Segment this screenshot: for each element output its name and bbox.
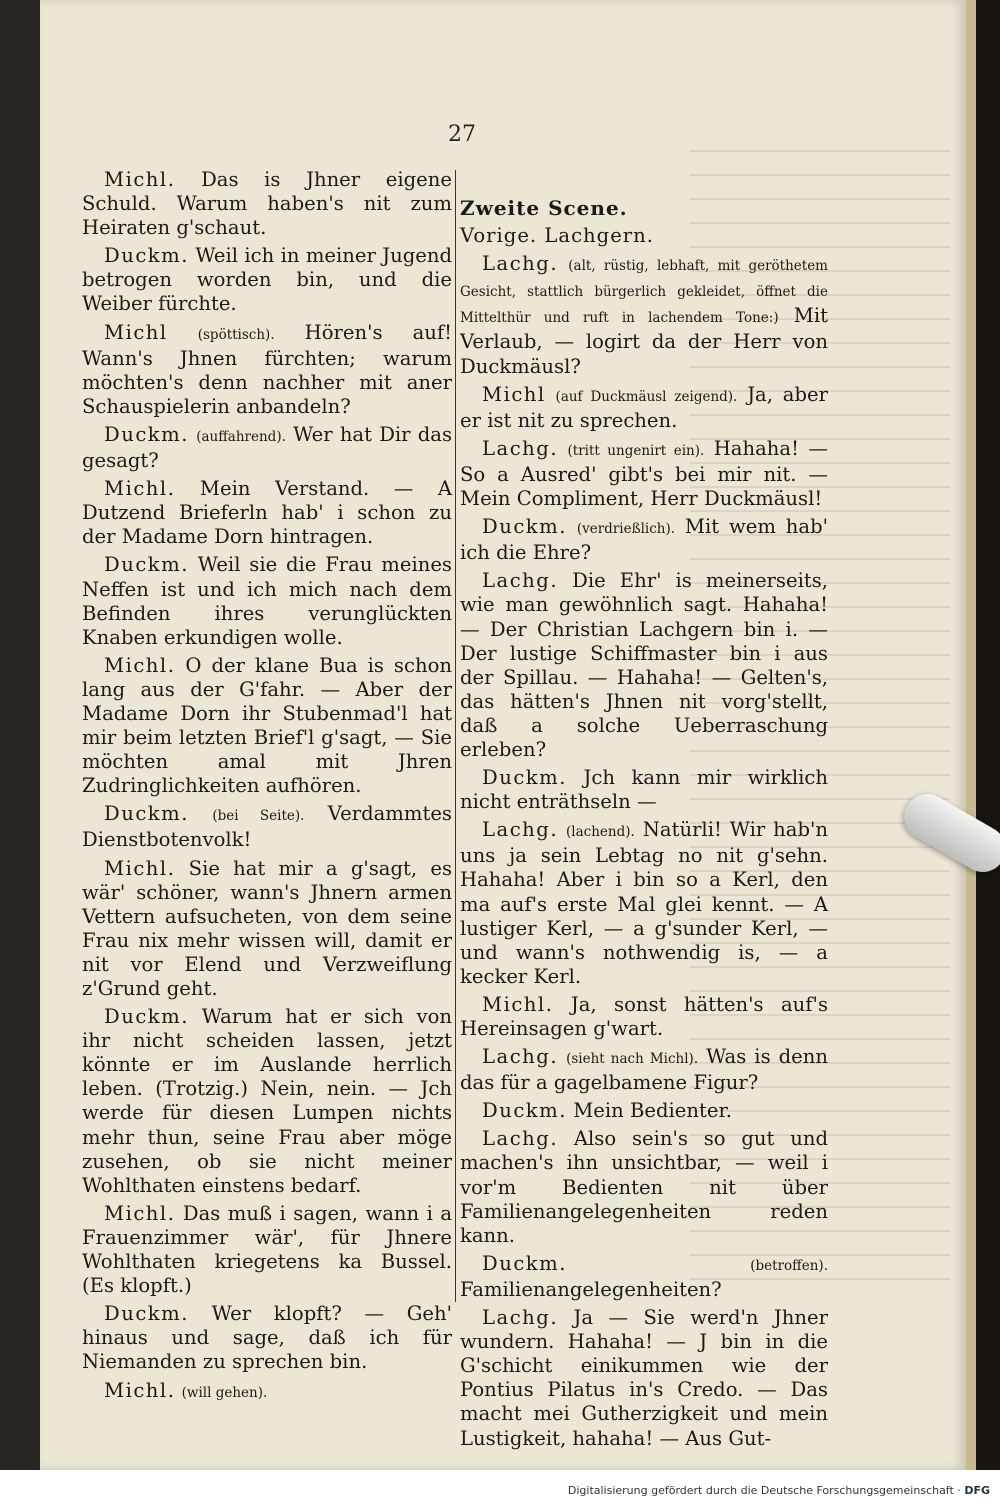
dialogue-text: Mit Verlaub, — logirt da der Herr von Duckmäusl? [460,304,828,378]
speaker-name: Duckm. [104,553,189,577]
dialogue-text: Was is denn das für a gagelbamene Figur? [460,1045,829,1095]
dialogue-text: Jch kann mir wirklich nicht enträthseln — [460,766,828,814]
speaker-name: Lachg. [482,436,559,460]
speaker-name: Duckm. [482,1099,567,1123]
scan-background [976,0,1000,1470]
speaker-name: Michl. [104,653,176,677]
stage-direction: (auf Duckmäusl zeigend). [555,388,738,405]
speaker-name: Lachg. [482,1306,559,1330]
dialogue-text: Wer klopft? — Geh' hinaus und sage, daß ich für Niemanden zu sprechen bin. [82,1302,452,1374]
dialogue-line [82,168,452,240]
dialogue-text: O der klane Bua is schon lang aus der G'fahr. — Aber der Madame Dorn ihr Stubenmad'l hat mir beim letzten Brief'l g'sagt, — Sie möchten amal mit Jhren Zudringlichkeiten aufhören. [82,653,452,798]
stage-direction: (tritt ungenirt ein). [567,442,705,459]
dialogue-line [460,1306,828,1451]
speaker-name: Lachg. [482,1045,559,1069]
speaker-name: Michl. [104,856,176,880]
right-dialogue [460,252,828,1450]
stage-direction: (will gehen). [181,1384,268,1401]
right-column [460,196,828,1455]
dialogue-text: Sie hat mir a g'sagt, es wär' schöner, wann's Jhnern armen Vettern aufsucheten, von dem seine Frau nix mehr wissen will, damit er nit vor Elend und Verzweiflung z'Grund geht. [82,856,452,1000]
dialogue-text: Mein Verstand. — A Dutzend Brieferln hab' i schon zu der Madame Dorn hintragen. [82,477,452,549]
dialogue-line [460,569,828,762]
stage-direction: (lachend). [566,824,635,841]
left-column [82,168,452,1409]
speaker-name: Duckm. [104,802,189,826]
speaker-name: Duckm. [482,766,567,790]
dialogue-text: Verdammtes Dienstbotenvolk! [82,802,452,852]
dialogue-line [82,553,452,649]
dialogue-line [460,1127,828,1247]
footer-bar [0,1470,1000,1510]
dialogue-text: Hahaha! — So a Ausred' gibt's bei mir nit. — Mein Compliment, Herr Duckmäusl! [460,436,828,511]
dialogue-line [82,1379,452,1405]
footer-credit: Digitalisierung gefördert durch die Deutsche Forschungsgemeinschaft · DFG [567,1484,990,1497]
dialogue-text: Familienangelegenheiten? [460,1277,722,1301]
dfg-logo: DFG [964,1484,990,1497]
dialogue-text: Also sein's so gut und machen's ihn unsichtbar, — weil i vor'm Bedienten nit über Familienangelegenheiten reden kann. [460,1127,829,1247]
page-edge [966,0,976,1470]
dialogue-line [460,252,828,378]
dialogue-text: Ja — Sie werd'n Jhner wundern. Hahaha! — J bin in die G'schicht einikummen wie der Pontius Pilatus in's Credo. — Das macht mei Gutherzigkeit und mein Lustigkeit, hahaha! — Aus Gut- [460,1306,828,1450]
dialogue-line [460,1099,828,1123]
dialogue-line [82,423,452,473]
speaker-name: Duckm. [104,422,189,446]
speaker-name: Duckm. [482,515,567,539]
dialogue-text: Ja, sonst hätten's auf's Hereinsagen g'wart. [460,992,828,1040]
speaker-name: Duckm. [482,1251,567,1275]
dialogue-text: Mein Bedienter. [573,1099,732,1123]
speaker-name: Lachg. [482,818,559,842]
dialogue-text: Ja, aber er ist nit zu sprechen. [460,382,828,432]
speaker-name: Michl. [482,992,554,1016]
dialogue-text: Das muß i sagen, wann i a Frauenzimmer wär', für Jhnere Wohlthaten kriegetens ka Bussel. (Es klopft.) [82,1201,453,1298]
dialogue-line [82,244,452,316]
stage-direction: (spöttisch). [197,326,275,343]
stage-direction: (sieht nach Michl). [566,1051,699,1068]
dialogue-line [460,1045,828,1095]
dialogue-text: Das is Jhner eigene Schuld. Warum haben's nit zum Heiraten g'schaut. [82,168,452,240]
dialogue-text: Weil sie die Frau meines Neffen ist und ich mich nach dem Befinden ihres verunglückten Knaben erkundigen wolle. [82,553,452,649]
dialogue-text: Hören's auf! Wann's Jhnen fürchten; warum möchten's denn nachher mit aner Schauspielerin anbandeln? [82,320,452,418]
speaker-name: Duckm. [104,1005,189,1029]
dialogue-line [82,857,452,1002]
speaker-name: Michl. [104,168,176,191]
scene-title: Zweite Scene. [460,196,628,220]
dialogue-text: Wer hat Dir das gesagt? [82,422,453,473]
dialogue-line [82,1302,452,1374]
stage-direction: (alt, rüstig, lebhaft, mit geröthetem Gesicht, stattlich bürgerlich gekleidet, öffnet die Mittelthür und ruft in lachendem Tone:) [460,258,828,327]
stage-direction: (auffahrend). [196,428,286,445]
column-divider [455,170,456,1302]
dialogue-line [460,515,828,565]
dialogue-line [82,654,452,799]
dialogue-line [82,802,452,852]
speaker-name: Michl. [104,1201,176,1225]
speaker-name: Michl. [104,477,176,501]
dialogue-text: Mit wem hab' ich die Ehre? [460,515,829,565]
scene-persons: Vorige. Lachgern. [460,224,655,248]
dialogue-line [82,1202,452,1298]
dialogue-line [460,993,828,1041]
dialogue-line [82,1005,452,1198]
dialogue-text: Die Ehr' is meinerseits, wie man gewöhnlich sagt. Hahaha! — Der Christian Lachgern bin i. — Der lustige Schiffmaster bin i aus der Spillau. — Hahaha! — Gelten's, das hätten's Jhnen nit vorg'stellt, daß a solche Ueberraschung erleben? [460,569,828,761]
speaker-name: Lachg. [482,252,559,276]
dialogue-line [460,437,828,511]
dialogue-line [82,321,452,419]
dialogue-text: Warum hat er sich von ihr nicht scheiden lassen, jetzt könnte er im Auslande herrlich leben. (Trotzig.) Nein, nein. — Jch werde für diesen Lumpen nichts mehr thun, seine Frau aber möge zusehen, ob sie nicht meiner Wohlthaten einstens bedarf. [82,1005,452,1197]
dialogue-line [460,766,828,814]
speaker-name: Michl [482,382,546,406]
speaker-name: Michl. [104,1378,176,1402]
stage-direction: (bei Seite). [212,808,305,825]
page-number: 27 [448,122,476,147]
stage-direction: (verdrießlich). [576,521,676,538]
dialogue-text: Natürli! Wir hab'n uns ja sein Lebtag no nit g'sehn. Hahaha! Aber i bin so a Kerl, den ma auf's erste Mal glei kennt. — A lustiger Kerl, — a g'sunder Kerl, — und wann's nothwendig is, — a kecker Kerl. [460,818,829,988]
dialogue-line [82,477,452,549]
dialogue-text: Weil ich in meiner Jugend betrogen worden bin, und die Weiber fürchte. [82,244,453,316]
dialogue-line [460,1252,828,1302]
speaker-name: Lachg. [482,1127,559,1151]
stage-direction: (betroffen). [750,1257,828,1274]
speaker-name: Lachg. [482,569,559,593]
dialogue-line [460,818,828,989]
speaker-name: Michl [104,320,168,344]
speaker-name: Duckm. [104,1302,189,1326]
footer-text: Digitalisierung gefördert durch die Deutsche Forschungsgemeinschaft [567,1484,954,1497]
speaker-name: Duckm. [104,244,189,268]
dialogue-line [460,383,828,433]
